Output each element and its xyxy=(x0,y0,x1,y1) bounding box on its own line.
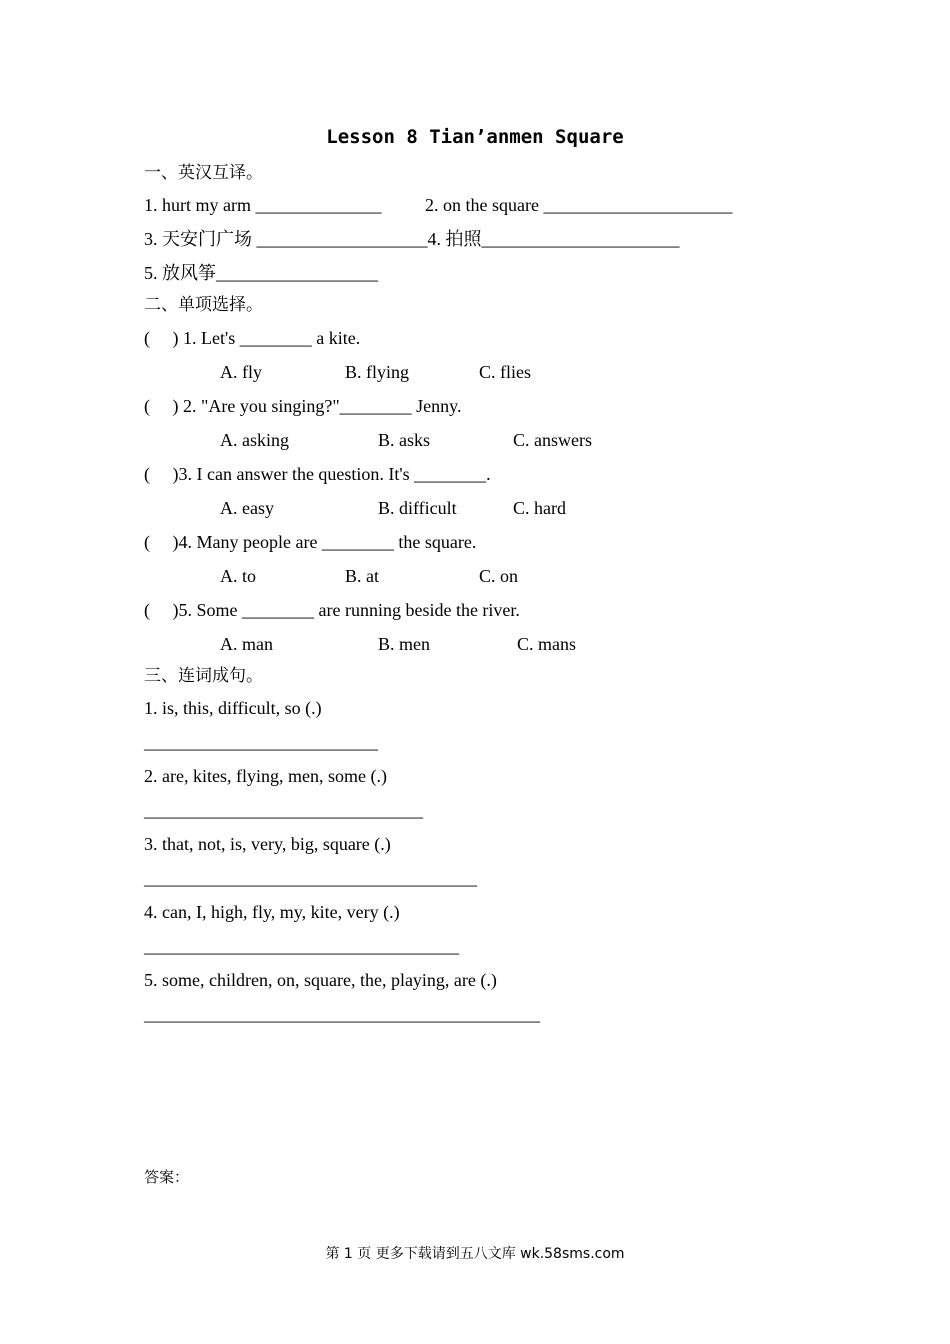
q2-stem: ( ) 2. "Are you singing?"________ Jenny. xyxy=(144,396,462,416)
s3-item-2-answer-line: _______________________________ xyxy=(144,800,423,820)
q4-stem: ( )4. Many people are ________ the square. xyxy=(144,532,477,552)
q3-option-b: B. difficult xyxy=(378,498,457,518)
s1-item-3-4: 3. 天安门广场 ___________________4. 拍照______________________ xyxy=(144,229,680,249)
section-3-heading: 三、连词成句。 xyxy=(144,666,263,686)
q4-option-b: B. at xyxy=(345,566,379,586)
q1-option-c: C. flies xyxy=(479,362,531,382)
answer-label: 答案： xyxy=(144,1168,190,1186)
s3-item-2-prompt: 2. are, kites, flying, men, some (.) xyxy=(144,766,387,786)
q1-option-b: B. flying xyxy=(345,362,410,382)
s3-item-3-prompt: 3. that, not, is, very, big, square (.) xyxy=(144,834,391,854)
q1-stem: ( ) 1. Let's ________ a kite. xyxy=(144,328,361,348)
q5-stem: ( )5. Some ________ are running beside the river. xyxy=(144,600,520,620)
page-title: Lesson 8 Tian’anmen Square xyxy=(326,126,624,148)
s3-item-1-prompt: 1. is, this, difficult, so (.) xyxy=(144,698,322,718)
section-2-heading: 二、单项选择。 xyxy=(144,295,263,315)
s3-item-5-prompt: 5. some, children, on, square, the, playing, are (.) xyxy=(144,970,497,990)
q5-option-a: A. man xyxy=(220,634,273,654)
q3-option-c: C. hard xyxy=(513,498,566,518)
q2-option-c: C. answers xyxy=(513,430,592,450)
q5-option-c: C. mans xyxy=(517,634,577,654)
q3-option-a: A. easy xyxy=(220,498,274,518)
s3-item-4-prompt: 4. can, I, high, fly, my, kite, very (.) xyxy=(144,902,400,922)
s1-item-1: 1. hurt my arm ______________ xyxy=(144,195,382,215)
q3-stem: ( )3. I can answer the question. It's ________. xyxy=(144,464,491,484)
q4-option-c: C. on xyxy=(479,566,519,586)
q2-option-b: B. asks xyxy=(378,430,431,450)
section-1-heading: 一、英汉互译。 xyxy=(144,163,263,183)
q1-option-a: A. fly xyxy=(220,362,262,382)
page-footer: 第 1 页 更多下载请到五八文库 wk.58sms.com xyxy=(325,1246,625,1262)
q4-option-a: A. to xyxy=(220,566,256,586)
s1-item-5: 5. 放风筝__________________ xyxy=(144,263,378,283)
s3-item-4-answer-line: ___________________________________ xyxy=(144,936,459,956)
s3-item-3-answer-line: _____________________________________ xyxy=(144,868,477,888)
q2-option-a: A. asking xyxy=(220,430,289,450)
q5-option-b: B. men xyxy=(378,634,430,654)
s1-item-2: 2. on the square _____________________ xyxy=(425,195,733,215)
s3-item-1-answer-line: __________________________ xyxy=(144,732,378,752)
s3-item-5-answer-line: ____________________________________________ xyxy=(144,1004,540,1024)
